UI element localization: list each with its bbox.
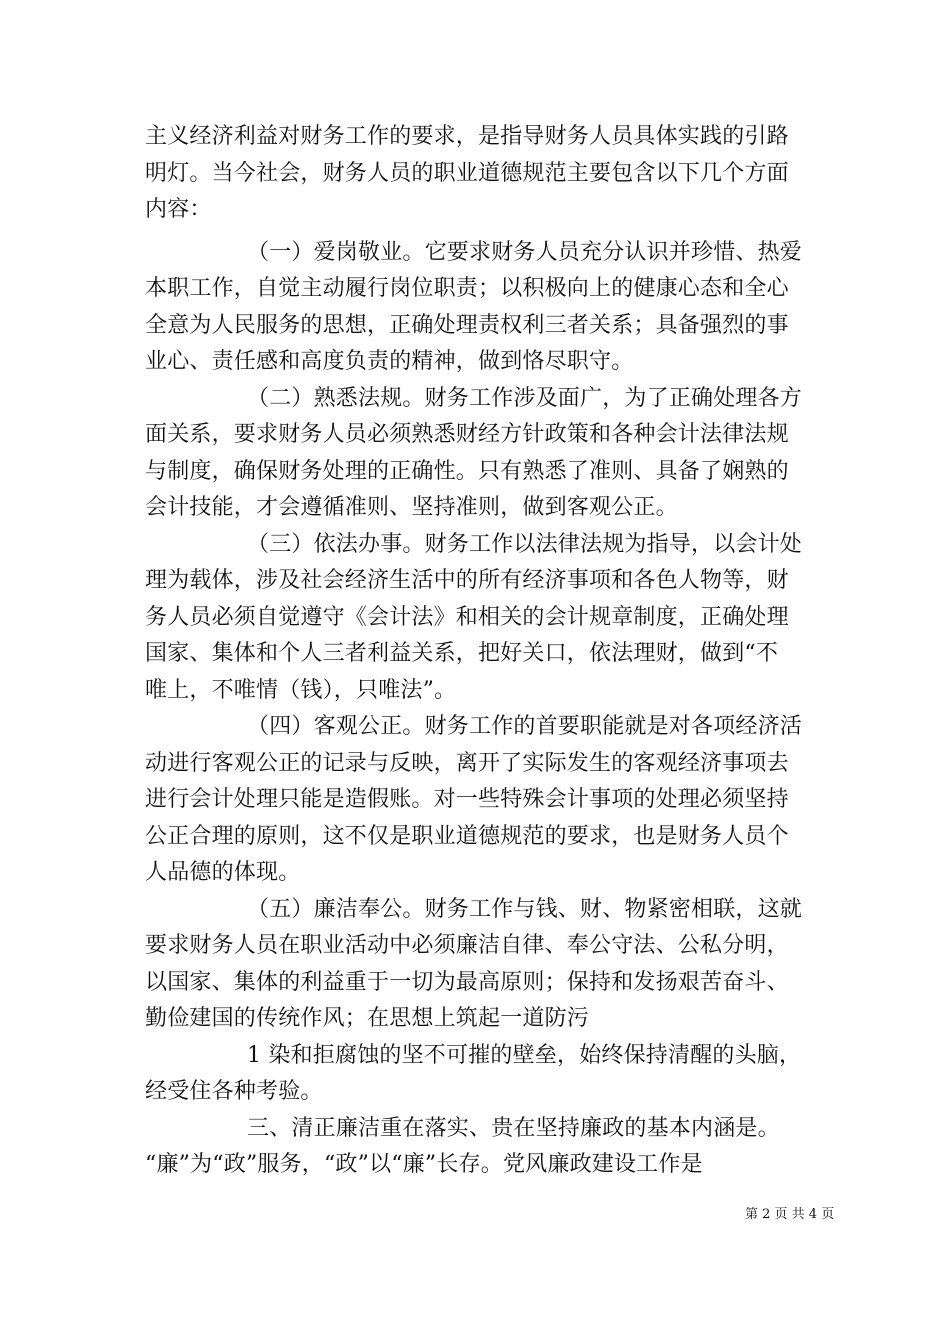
text-line: 内容：: [145, 197, 212, 222]
text-line: 务人员必须自觉遵守《会计法》和相关的会计规章制度，正确处理: [145, 604, 789, 630]
body-text: [145, 119, 815, 1184]
section-heading-line: （五）廉洁奉公。财务工作与钱、财、物紧密相联，这就: [247, 896, 803, 922]
text-line: 勤俭建国的传统作风；在思想上筑起一道防污: [145, 1006, 590, 1031]
text-line: 明灯。当今社会，财务人员的职业道德规范主要包含以下几个方面: [145, 160, 789, 186]
section-heading-line: （四）客观公正。财务工作的首要职能就是对各项经济活: [247, 714, 803, 739]
text-line: 人品德的体现。: [145, 860, 301, 885]
text-line: 1 染和拒腐蚀的坚不可摧的壁垒，始终保持清醒的头脑，: [247, 1042, 802, 1068]
text-line: 本职工作，自觉主动履行岗位职责；以积极向上的健康心态和全心: [145, 276, 789, 301]
text-line: “廉”为“政”服务，“政”以“廉”长存。党风廉政建设工作是: [145, 1152, 703, 1177]
text-line: 国家、集体和个人三者利益关系，把好关口，依法理财，做到“不: [145, 641, 779, 666]
text-line: 进行会计处理只能是造假账。对一些特殊会计事项的处理必须坚持: [145, 787, 789, 812]
text-line: 动进行客观公正的记录与反映，离开了实际发生的客观经济事项去: [145, 750, 789, 776]
section-heading-line: （二）熟悉法规。财务工作涉及面广，为了正确处理各方: [247, 385, 803, 411]
section-heading-line: （三）依法办事。财务工作以法律法规为指导，以会计处: [247, 531, 803, 557]
text-line: 公正合理的原则，这不仅是职业道德规范的要求，也是财务人员个: [145, 823, 789, 849]
section-heading-line: 三、清正廉洁重在落实、贵在坚持廉政的基本内涵是。: [247, 1115, 780, 1141]
text-line: 唯上，不唯情（钱），只唯法”。: [145, 677, 457, 703]
text-line: 会计技能，才会遵循准则、坚持准则，做到客观公正。: [145, 495, 678, 520]
text-line: 理为载体，涉及社会经济生活中的所有经济事项和各色人物等，财: [145, 568, 789, 593]
text-line: 与制度，确保财务处理的正确性。只有熟悉了准则、具备了娴熟的: [145, 458, 789, 484]
page-number: 第 2 页 共 4 页: [745, 1207, 835, 1222]
text-line: 面关系，要求财务人员必须熟悉财经方针政策和各种会计法律法规: [145, 422, 789, 447]
text-line: 业心、责任感和高度负责的精神，做到恪尽职守。: [145, 349, 634, 374]
text-line: 全意为人民服务的思想，正确处理责权利三者关系；具备强烈的事: [145, 312, 789, 338]
section-heading-line: （一）爱岗敬业。它要求财务人员充分认识并珍惜、热爱: [247, 239, 803, 265]
text-line: 经受住各种考验。: [145, 1079, 323, 1104]
text-line: 主义经济利益对财务工作的要求，是指导财务人员具体实践的引路: [145, 124, 789, 149]
text-line: 以国家、集体的利益重于一切为最高原则；保持和发扬艰苦奋斗、: [145, 969, 789, 995]
text-line: 要求财务人员在职业活动中必须廉洁自律、奉公守法、公私分明，: [145, 933, 789, 958]
